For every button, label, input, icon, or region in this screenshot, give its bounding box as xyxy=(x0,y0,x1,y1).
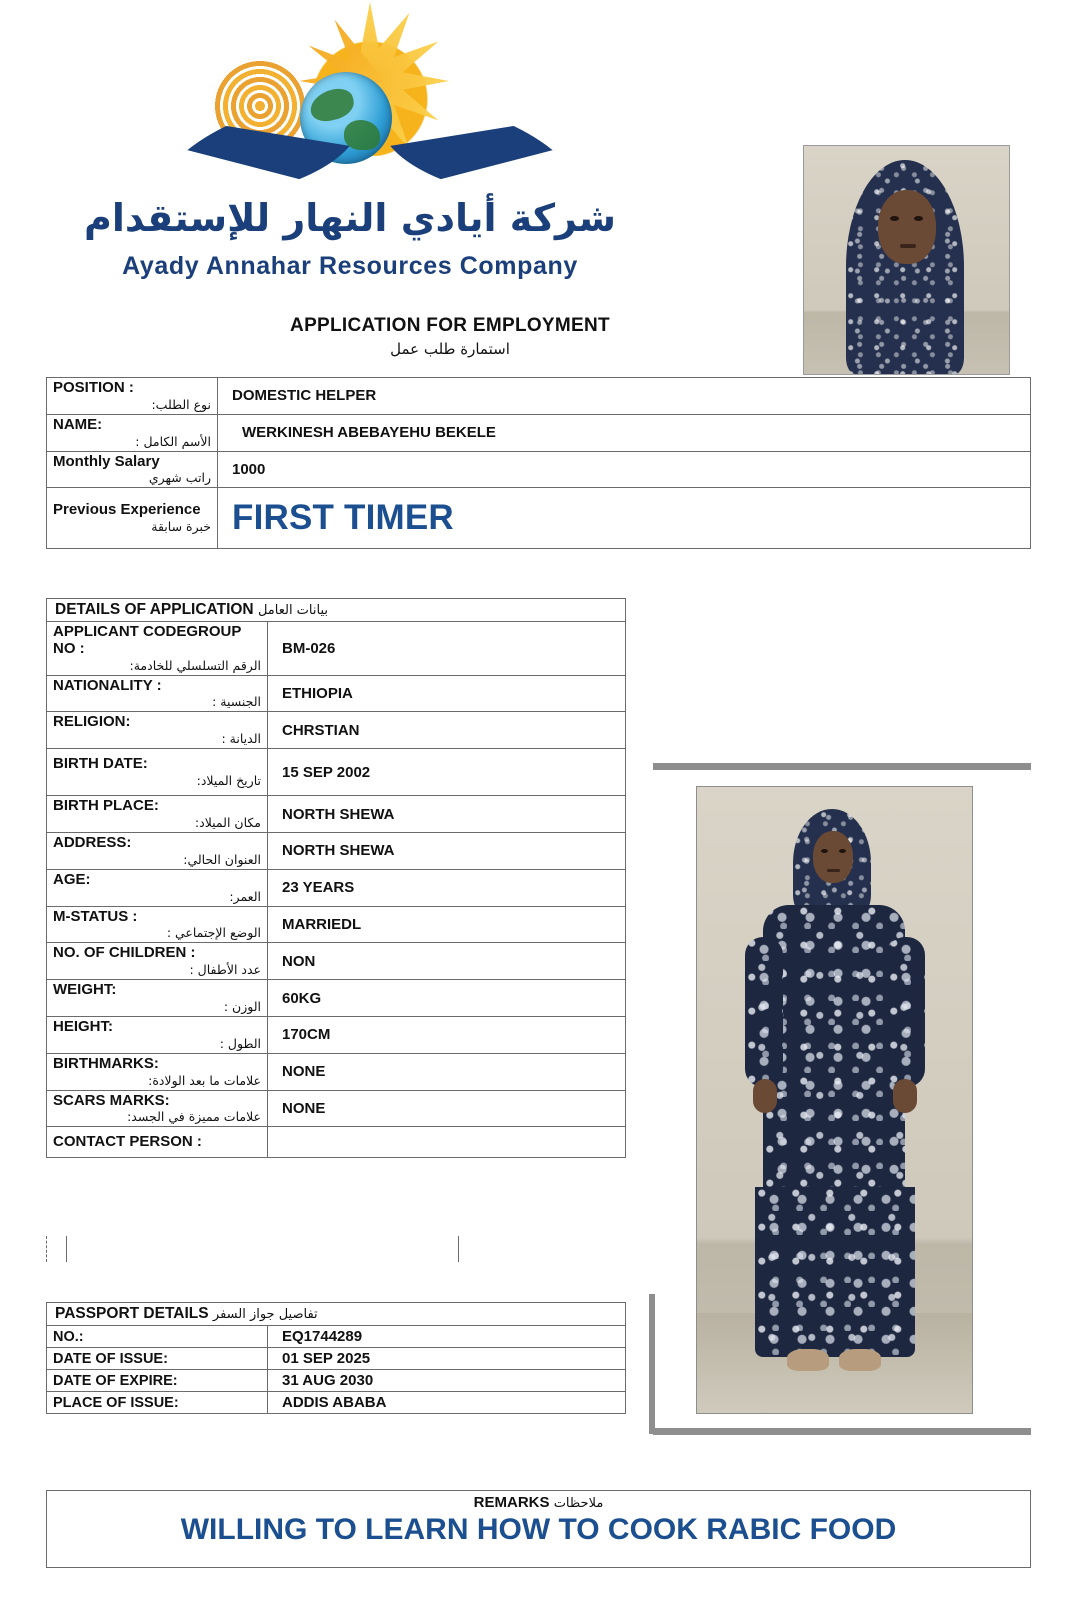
eye-left xyxy=(821,849,828,853)
table-row xyxy=(47,1370,626,1392)
table-row xyxy=(47,488,1031,549)
table-row xyxy=(47,1016,626,1053)
table-row xyxy=(47,1053,626,1090)
eye-left xyxy=(890,216,899,221)
passport-heading-ar: تفاصيل جواز السفر xyxy=(212,1307,318,1322)
field-value-nationality: ETHIOPIA xyxy=(268,675,626,712)
field-value-monthly-salary: 1000 xyxy=(218,451,1031,488)
field-value-date-of-issue: 01 SEP 2025 xyxy=(268,1348,626,1370)
field-value-birth-place: NORTH SHEWA xyxy=(268,796,626,833)
field-value-height: 170CM xyxy=(268,1016,626,1053)
field-label-position: POSITION : نوع الطلب: xyxy=(47,378,218,415)
table-stub-line xyxy=(46,1236,48,1262)
field-label-birth-date: BIRTH DATE: تاريخ الميلاد: xyxy=(47,749,268,796)
hand-right xyxy=(893,1079,917,1113)
photo-frame-shadow-top xyxy=(653,763,1031,770)
applicant-full-length-photo xyxy=(696,786,973,1414)
field-value-scars-marks: NONE xyxy=(268,1090,626,1127)
application-details-table xyxy=(46,621,626,1158)
table-row xyxy=(47,906,626,943)
table-row xyxy=(47,1392,626,1414)
table-row xyxy=(47,1127,626,1158)
table-stub-line xyxy=(66,1236,68,1262)
field-value-address: NORTH SHEWA xyxy=(268,832,626,869)
photo-frame-shadow-bottom xyxy=(653,1428,1031,1435)
table-row xyxy=(47,1326,626,1348)
dress-upper xyxy=(763,905,905,1205)
field-label-codegroup-no: APPLICANT CODEGROUP NO : الرقم التسلسلي للخادمة: xyxy=(47,622,268,676)
field-label-address: ADDRESS: العنوان الحالي: xyxy=(47,832,268,869)
field-label-weight: WEIGHT: الوزن : xyxy=(47,980,268,1017)
field-value-date-of-expire: 31 AUG 2030 xyxy=(268,1370,626,1392)
top-info-table xyxy=(46,377,1031,549)
eye-right xyxy=(839,849,846,853)
passport-details-heading xyxy=(46,1302,626,1326)
page-title: APPLICATION FOR EMPLOYMENT xyxy=(290,315,610,336)
table-row xyxy=(47,1348,626,1370)
table-row xyxy=(47,749,626,796)
remarks-section xyxy=(46,1490,1031,1568)
passport-details-table xyxy=(46,1325,626,1414)
sun-globe-wings-icon xyxy=(160,6,580,196)
field-value-position: DOMESTIC HELPER xyxy=(218,378,1031,415)
face xyxy=(813,831,853,883)
remarks-text: WILLING TO LEARN HOW TO COOK RABIC FOOD xyxy=(180,1513,897,1546)
table-row xyxy=(47,1090,626,1127)
table-row xyxy=(47,832,626,869)
field-value-passport-no: EQ1744289 xyxy=(268,1326,626,1348)
mouth xyxy=(827,869,840,872)
field-label-place-of-issue: PLACE OF ISSUE: xyxy=(47,1392,268,1414)
face xyxy=(878,190,936,264)
mouth xyxy=(900,244,916,248)
field-value-age: 23 YEARS xyxy=(268,869,626,906)
eye-right xyxy=(914,216,923,221)
details-heading-ar: بيانات العامل xyxy=(257,603,329,618)
sleeve-right xyxy=(887,937,925,1087)
details-of-application-heading xyxy=(46,598,626,622)
field-value-birth-date: 15 SEP 2002 xyxy=(268,749,626,796)
field-label-date-of-issue: DATE OF ISSUE: xyxy=(47,1348,268,1370)
remarks-heading-en: REMARKS xyxy=(473,1494,550,1511)
field-value-name: WERKINESH ABEBAYEHU BEKELE xyxy=(218,414,1031,451)
field-value-weight: 60KG xyxy=(268,980,626,1017)
field-label-marital-status: M-STATUS : الوضع الإجتماعي : xyxy=(47,906,268,943)
field-value-contact-person xyxy=(268,1127,626,1158)
field-label-passport-no: NO.: xyxy=(47,1326,268,1348)
field-value-place-of-issue: ADDIS ABABA xyxy=(268,1392,626,1414)
sleeve-left xyxy=(745,937,783,1087)
table-stub-line xyxy=(458,1236,460,1262)
field-value-codegroup-no: BM-026 xyxy=(268,622,626,676)
field-label-nationality: NATIONALITY : الجنسية : xyxy=(47,675,268,712)
field-value-religion: CHRSTIAN xyxy=(268,712,626,749)
field-label-height: HEIGHT: الطول : xyxy=(47,1016,268,1053)
shoe-left xyxy=(787,1349,829,1371)
field-label-previous-experience: Previous Experience خبرة سابقة xyxy=(47,488,218,549)
field-label-no-of-children: NO. OF CHILDREN : عدد الأطفال : xyxy=(47,943,268,980)
hand-left xyxy=(753,1079,777,1113)
dress-lower xyxy=(755,1187,915,1357)
remarks-heading xyxy=(47,1491,1030,1511)
field-label-monthly-salary: Monthly Salary راتب شهري xyxy=(47,451,218,488)
table-row xyxy=(47,712,626,749)
table-row xyxy=(47,796,626,833)
field-label-name: NAME: الأسم الكامل : xyxy=(47,414,218,451)
field-label-birth-place: BIRTH PLACE: مكان الميلاد: xyxy=(47,796,268,833)
table-row xyxy=(47,622,626,676)
table-row xyxy=(47,378,1031,415)
company-logo-block xyxy=(0,0,740,300)
table-row xyxy=(47,980,626,1017)
remarks-heading-ar: ملاحظات xyxy=(553,1496,604,1511)
table-row xyxy=(47,451,1031,488)
table-row xyxy=(47,675,626,712)
company-name-arabic: شركة أيادي النهار للإستقدام xyxy=(84,196,616,240)
photo-frame-shadow-left xyxy=(649,1294,655,1434)
field-value-birthmarks: NONE xyxy=(268,1053,626,1090)
field-label-religion: RELIGION: الديانة : xyxy=(47,712,268,749)
shoe-right xyxy=(839,1349,881,1371)
field-label-birthmarks: BIRTHMARKS: علامات ما بعد الولادة: xyxy=(47,1053,268,1090)
table-row xyxy=(47,869,626,906)
field-label-date-of-expire: DATE OF EXPIRE: xyxy=(47,1370,268,1392)
field-value-no-of-children: NON xyxy=(268,943,626,980)
passport-heading-en: PASSPORT DETAILS xyxy=(55,1305,209,1322)
field-label-age: AGE: العمر: xyxy=(47,869,268,906)
field-value-previous-experience: FIRST TIMER xyxy=(218,488,1031,549)
table-row xyxy=(47,414,1031,451)
company-name-english: Ayady Annahar Resources Company xyxy=(122,252,578,280)
field-value-marital-status: MARRIEDL xyxy=(268,906,626,943)
table-row xyxy=(47,943,626,980)
field-label-scars-marks: SCARS MARKS: علامات مميزة في الجسد: xyxy=(47,1090,268,1127)
page-title-arabic: استمارة طلب عمل xyxy=(390,340,510,358)
field-label-contact-person: CONTACT PERSON : xyxy=(47,1127,268,1158)
details-heading-en: DETAILS OF APPLICATION xyxy=(55,601,254,618)
